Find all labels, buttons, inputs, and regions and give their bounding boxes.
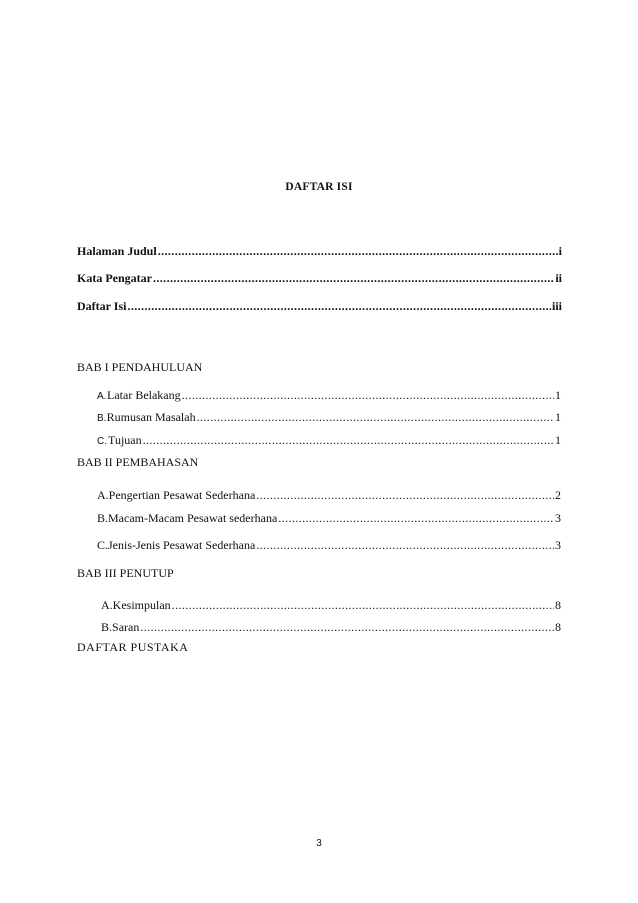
toc-leader-dots xyxy=(172,598,554,613)
toc-entry-saran[interactable] xyxy=(101,620,561,635)
toc-entry-label: Jenis-Jenis Pesawat Sederhana xyxy=(108,538,256,552)
toc-entry-page: 3 xyxy=(555,538,561,552)
chapter-heading-bab-iii: BAB III PENUTUP xyxy=(77,566,174,580)
toc-entry-tujuan[interactable] xyxy=(97,433,561,448)
toc-entry-label: Daftar Isi xyxy=(77,299,127,313)
toc-entry-label: Halaman Judul xyxy=(77,244,157,258)
toc-entry-marker: A. xyxy=(97,488,109,502)
toc-leader-dots xyxy=(153,271,554,286)
toc-entry-marker: B. xyxy=(101,620,113,634)
toc-entry-label: Saran xyxy=(112,620,140,634)
toc-entry-kata-pengatar[interactable] xyxy=(77,271,562,286)
chapter-heading-bab-i: BAB I PENDAHULUAN xyxy=(77,360,203,374)
toc-entry-page: iii xyxy=(551,299,562,313)
toc-entry-page: 8 xyxy=(555,598,561,612)
toc-leader-dots xyxy=(278,511,554,526)
toc-entry-label: Pengertian Pesawat Sederhana xyxy=(108,488,256,502)
toc-entry-page: 3 xyxy=(555,511,561,525)
toc-leader-dots xyxy=(256,488,554,503)
toc-leader-dots xyxy=(182,388,554,403)
toc-entry-label: Tujuan xyxy=(108,433,142,447)
toc-entry-macam-macam[interactable] xyxy=(97,511,561,526)
toc-entry-halaman-judul[interactable] xyxy=(77,244,562,259)
toc-entry-latar-belakang[interactable] xyxy=(97,388,561,403)
toc-entry-daftar-isi[interactable] xyxy=(77,299,562,314)
toc-entry-page: 2 xyxy=(555,488,561,502)
toc-leader-dots xyxy=(140,620,554,635)
toc-leader-dots xyxy=(143,433,554,448)
toc-entry-marker: B. xyxy=(97,413,107,424)
toc-entry-label: Kata Pengatar xyxy=(77,271,152,285)
toc-entry-jenis-jenis[interactable] xyxy=(97,538,561,553)
toc-entry-label: Kesimpulan xyxy=(112,598,171,612)
toc-entry-page: 1 xyxy=(555,410,561,424)
bibliography-heading: DAFTAR PUSTAKA xyxy=(77,640,189,654)
toc-entry-marker: C. xyxy=(97,436,107,447)
page-number: 3 xyxy=(316,838,322,849)
toc-entry-rumusan-masalah[interactable] xyxy=(97,410,561,425)
toc-entry-marker: A. xyxy=(97,391,107,402)
toc-entry-page: 1 xyxy=(555,433,561,447)
toc-leader-dots xyxy=(127,299,551,314)
toc-entry-label: Latar Belakang xyxy=(107,388,181,402)
toc-entry-label: Macam-Macam Pesawat sederhana xyxy=(108,511,278,525)
toc-leader-dots xyxy=(197,410,554,425)
chapter-heading-bab-ii: BAB II PEMBAHASAN xyxy=(77,455,199,469)
toc-leader-dots xyxy=(256,538,554,553)
toc-entry-marker: C. xyxy=(97,538,109,552)
toc-entry-kesimpulan[interactable] xyxy=(101,598,561,613)
toc-entry-page: i xyxy=(558,244,562,258)
toc-entry-page: ii xyxy=(555,271,562,285)
toc-entry-page: 8 xyxy=(555,620,561,634)
toc-entry-label: Rumusan Masalah xyxy=(106,410,196,424)
toc-leader-dots xyxy=(158,244,558,259)
toc-entry-page: 1 xyxy=(555,388,561,402)
toc-entry-marker: A. xyxy=(101,598,113,612)
toc-entry-pengertian[interactable] xyxy=(97,488,561,503)
page-title: DAFTAR ISI xyxy=(285,181,353,193)
toc-entry-marker: B. xyxy=(97,511,109,525)
